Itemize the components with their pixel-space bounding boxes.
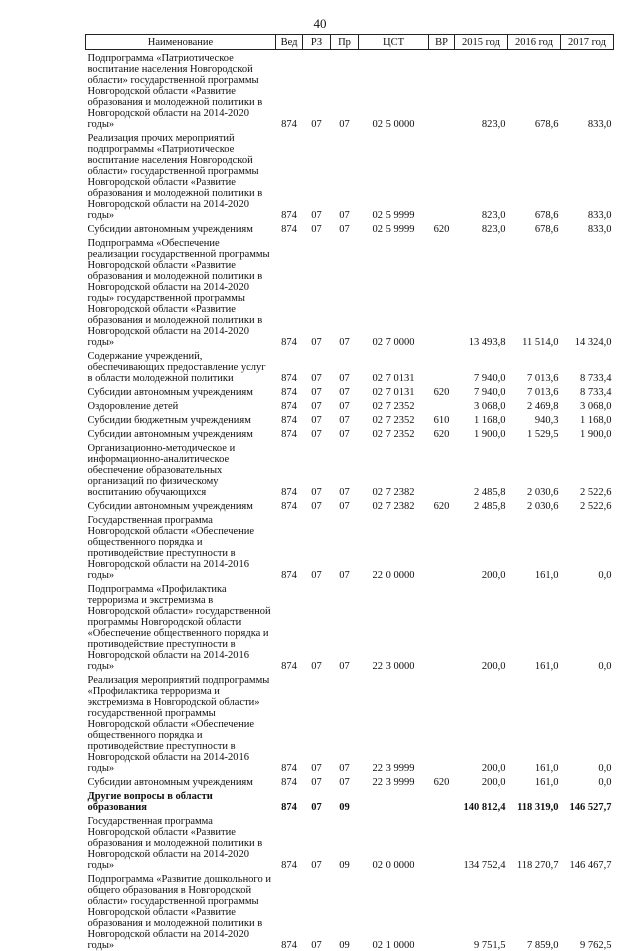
cell-ved: 874 — [276, 348, 303, 384]
cell-rz: 07 — [303, 440, 331, 498]
header-ved: Вед — [276, 35, 303, 50]
cell-2017: 8 733,4 — [561, 348, 614, 384]
header-cst: ЦСТ — [359, 35, 429, 50]
cell-name: Оздоровление детей — [86, 398, 276, 412]
cell-rz: 07 — [303, 348, 331, 384]
cell-ved: 874 — [276, 384, 303, 398]
table-row — [86, 512, 614, 581]
table-row — [86, 398, 614, 412]
cell-cst: 02 5 9999 — [359, 130, 429, 221]
cell-vr: 620 — [429, 774, 455, 788]
cell-cst: 02 7 2352 — [359, 412, 429, 426]
cell-2017: 3 068,0 — [561, 398, 614, 412]
cell-2017: 0,0 — [561, 581, 614, 672]
cell-rz: 07 — [303, 221, 331, 235]
cell-ved: 874 — [276, 130, 303, 221]
cell-2017: 1 900,0 — [561, 426, 614, 440]
cell-2016: 940,3 — [508, 412, 561, 426]
cell-2015: 200,0 — [455, 774, 508, 788]
cell-pr: 07 — [331, 581, 359, 672]
cell-2015: 823,0 — [455, 221, 508, 235]
cell-2016: 678,6 — [508, 130, 561, 221]
cell-vr: 620 — [429, 221, 455, 235]
cell-cst: 02 7 0000 — [359, 235, 429, 348]
cell-pr: 07 — [331, 774, 359, 788]
cell-pr: 09 — [331, 871, 359, 951]
header-pr: Пр — [331, 35, 359, 50]
cell-2016: 7 013,6 — [508, 348, 561, 384]
cell-2017: 146 467,7 — [561, 813, 614, 871]
cell-pr: 07 — [331, 398, 359, 412]
cell-cst: 02 7 0131 — [359, 348, 429, 384]
cell-name: Организационно-методическое и информационно-аналитическое обеспечение образовательных организаций по физическому воспитанию обучающихся — [86, 440, 276, 498]
table-row — [86, 130, 614, 221]
cell-name: Содержание учреждений, обеспечивающих предоставление услуг в области молодежной политики — [86, 348, 276, 384]
cell-cst: 22 0 0000 — [359, 512, 429, 581]
cell-2016: 7 013,6 — [508, 384, 561, 398]
cell-ved: 874 — [276, 871, 303, 951]
cell-cst: 02 7 2382 — [359, 440, 429, 498]
cell-2015: 140 812,4 — [455, 788, 508, 813]
cell-name: Государственная программа Новгородской области «Обеспечение общественного порядка и противодействие преступности в Новгородской области на 2014-2016 годы» — [86, 512, 276, 581]
cell-2016: 2 030,6 — [508, 440, 561, 498]
cell-2017: 0,0 — [561, 512, 614, 581]
table-body — [86, 50, 614, 951]
cell-vr: 620 — [429, 384, 455, 398]
table-row — [86, 788, 614, 813]
cell-cst: 02 1 0000 — [359, 871, 429, 951]
cell-2017: 14 324,0 — [561, 235, 614, 348]
table-row — [86, 672, 614, 774]
cell-2017: 833,0 — [561, 221, 614, 235]
cell-rz: 07 — [303, 498, 331, 512]
cell-2016: 7 859,0 — [508, 871, 561, 951]
cell-ved: 874 — [276, 498, 303, 512]
cell-2015: 823,0 — [455, 130, 508, 221]
cell-2015: 200,0 — [455, 581, 508, 672]
cell-2015: 1 168,0 — [455, 412, 508, 426]
cell-cst: 02 5 9999 — [359, 221, 429, 235]
table-row — [86, 813, 614, 871]
cell-vr — [429, 235, 455, 348]
cell-2016: 161,0 — [508, 774, 561, 788]
cell-2015: 200,0 — [455, 512, 508, 581]
cell-rz: 07 — [303, 813, 331, 871]
cell-2016: 161,0 — [508, 581, 561, 672]
cell-rz: 07 — [303, 398, 331, 412]
table-row — [86, 348, 614, 384]
table-row — [86, 774, 614, 788]
cell-pr: 09 — [331, 788, 359, 813]
cell-rz: 07 — [303, 871, 331, 951]
cell-vr — [429, 130, 455, 221]
table-row — [86, 50, 614, 131]
cell-ved: 874 — [276, 50, 303, 131]
cell-vr: 610 — [429, 412, 455, 426]
cell-name: Субсидии автономным учреждениям — [86, 498, 276, 512]
cell-2016: 118 319,0 — [508, 788, 561, 813]
cell-pr: 07 — [331, 348, 359, 384]
cell-name: Субсидии автономным учреждениям — [86, 426, 276, 440]
cell-2015: 2 485,8 — [455, 498, 508, 512]
cell-rz: 07 — [303, 581, 331, 672]
cell-cst: 22 3 9999 — [359, 774, 429, 788]
table-row — [86, 426, 614, 440]
cell-ved: 874 — [276, 398, 303, 412]
cell-2015: 1 900,0 — [455, 426, 508, 440]
cell-vr — [429, 813, 455, 871]
cell-cst — [359, 788, 429, 813]
cell-2017: 1 168,0 — [561, 412, 614, 426]
cell-pr: 07 — [331, 384, 359, 398]
cell-2015: 200,0 — [455, 672, 508, 774]
cell-cst: 02 0 0000 — [359, 813, 429, 871]
cell-cst: 22 3 9999 — [359, 672, 429, 774]
cell-cst: 02 7 2382 — [359, 498, 429, 512]
cell-cst: 02 7 0131 — [359, 384, 429, 398]
header-name: Наименование — [86, 35, 276, 50]
cell-pr: 07 — [331, 221, 359, 235]
cell-ved: 874 — [276, 581, 303, 672]
cell-pr: 07 — [331, 426, 359, 440]
cell-ved: 874 — [276, 813, 303, 871]
cell-vr — [429, 672, 455, 774]
cell-2015: 3 068,0 — [455, 398, 508, 412]
cell-name: Субсидии бюджетным учреждениям — [86, 412, 276, 426]
cell-ved: 874 — [276, 774, 303, 788]
cell-2015: 7 940,0 — [455, 384, 508, 398]
cell-name: Реализация мероприятий подпрограммы «Профилактика терроризма и экстремизма в Новгородской области» государственной программы Новгородской области «Обеспечение общественного порядка и противодействие преступности в Новгородской области на 2014-2016 годы» — [86, 672, 276, 774]
cell-name: Подпрограмма «Патриотическое воспитание населения Новгородской области» государственной программы Новгородской области «Развитие образования и молодежной политики в Новгородской области на 2014-2020 годы» — [86, 50, 276, 131]
cell-ved: 874 — [276, 512, 303, 581]
cell-pr: 07 — [331, 512, 359, 581]
cell-name: Субсидии автономным учреждениям — [86, 384, 276, 398]
cell-name: Подпрограмма «Профилактика терроризма и экстремизма в Новгородской области» государственной программы Новгородской области «Обеспечение общественного порядка и противодействие преступности в Новгородской области на 2014-2016 годы» — [86, 581, 276, 672]
cell-vr: 620 — [429, 498, 455, 512]
cell-2017: 0,0 — [561, 672, 614, 774]
table-row — [86, 221, 614, 235]
table-row — [86, 581, 614, 672]
cell-2016: 161,0 — [508, 672, 561, 774]
cell-2017: 9 762,5 — [561, 871, 614, 951]
cell-pr: 07 — [331, 672, 359, 774]
cell-vr — [429, 440, 455, 498]
cell-2016: 118 270,7 — [508, 813, 561, 871]
cell-rz: 07 — [303, 788, 331, 813]
cell-rz: 07 — [303, 50, 331, 131]
cell-vr — [429, 512, 455, 581]
cell-rz: 07 — [303, 512, 331, 581]
cell-vr — [429, 398, 455, 412]
table-row — [86, 498, 614, 512]
table-row — [86, 440, 614, 498]
cell-ved: 874 — [276, 235, 303, 348]
cell-2017: 146 527,7 — [561, 788, 614, 813]
table-row — [86, 235, 614, 348]
cell-ved: 874 — [276, 412, 303, 426]
cell-vr — [429, 581, 455, 672]
cell-vr — [429, 50, 455, 131]
cell-ved: 874 — [276, 440, 303, 498]
cell-name: Реализация прочих мероприятий подпрограммы «Патриотическое воспитание населения Новгородской области» государственной программы Новгородской области «Развитие образования и молодежной политики в Новгородской области на 2014-2020 годы» — [86, 130, 276, 221]
header-vr: ВР — [429, 35, 455, 50]
header-2016: 2016 год — [508, 35, 561, 50]
cell-2017: 2 522,6 — [561, 498, 614, 512]
cell-name: Субсидии автономным учреждениям — [86, 221, 276, 235]
cell-2016: 11 514,0 — [508, 235, 561, 348]
cell-2015: 823,0 — [455, 50, 508, 131]
cell-name: Субсидии автономным учреждениям — [86, 774, 276, 788]
cell-pr: 07 — [331, 235, 359, 348]
cell-cst: 02 7 2352 — [359, 426, 429, 440]
header-2015: 2015 год — [455, 35, 508, 50]
budget-table — [85, 34, 614, 951]
cell-2016: 2 030,6 — [508, 498, 561, 512]
table-row — [86, 384, 614, 398]
cell-2015: 2 485,8 — [455, 440, 508, 498]
cell-vr — [429, 871, 455, 951]
cell-name: Подпрограмма «Обеспечение реализации государственной программы Новгородской области «Развитие образования и молодежной политики в Новгородской области на 2014-2020 годы» государственной программы Новгородской области «Развитие образования и молодежной политики в Новгородской области на 2014-2020 годы» — [86, 235, 276, 348]
cell-2015: 9 751,5 — [455, 871, 508, 951]
cell-2016: 678,6 — [508, 50, 561, 131]
cell-rz: 07 — [303, 235, 331, 348]
cell-2017: 0,0 — [561, 774, 614, 788]
cell-rz: 07 — [303, 412, 331, 426]
cell-pr: 07 — [331, 412, 359, 426]
cell-rz: 07 — [303, 672, 331, 774]
cell-2015: 7 940,0 — [455, 348, 508, 384]
cell-pr: 07 — [331, 50, 359, 131]
cell-2016: 678,6 — [508, 221, 561, 235]
cell-pr: 07 — [331, 130, 359, 221]
table-row — [86, 412, 614, 426]
cell-2017: 2 522,6 — [561, 440, 614, 498]
cell-rz: 07 — [303, 774, 331, 788]
cell-ved: 874 — [276, 221, 303, 235]
cell-2015: 134 752,4 — [455, 813, 508, 871]
cell-name: Государственная программа Новгородской области «Развитие образования и молодежной политики в Новгородской области на 2014-2020 годы» — [86, 813, 276, 871]
cell-pr: 09 — [331, 813, 359, 871]
cell-ved: 874 — [276, 788, 303, 813]
cell-2017: 833,0 — [561, 130, 614, 221]
cell-name: Другие вопросы в области образования — [86, 788, 276, 813]
cell-ved: 874 — [276, 426, 303, 440]
cell-pr: 07 — [331, 440, 359, 498]
cell-rz: 07 — [303, 384, 331, 398]
cell-cst: 02 7 2352 — [359, 398, 429, 412]
page-number: 40 — [0, 16, 640, 32]
cell-name: Подпрограмма «Развитие дошкольного и общего образования в Новгородской области» государственной программы Новгородской области «Развитие образования и молодежной политики в Новгородской области на 2014-2020 годы» — [86, 871, 276, 951]
cell-2016: 161,0 — [508, 512, 561, 581]
cell-cst: 02 5 0000 — [359, 50, 429, 131]
cell-vr — [429, 348, 455, 384]
header-2017: 2017 год — [561, 35, 614, 50]
cell-vr: 620 — [429, 426, 455, 440]
cell-2017: 8 733,4 — [561, 384, 614, 398]
cell-2017: 833,0 — [561, 50, 614, 131]
cell-rz: 07 — [303, 426, 331, 440]
cell-2016: 2 469,8 — [508, 398, 561, 412]
table-header-row — [86, 35, 614, 50]
cell-vr — [429, 788, 455, 813]
cell-cst: 22 3 0000 — [359, 581, 429, 672]
cell-ved: 874 — [276, 672, 303, 774]
cell-2016: 1 529,5 — [508, 426, 561, 440]
cell-pr: 07 — [331, 498, 359, 512]
header-rz: РЗ — [303, 35, 331, 50]
cell-2015: 13 493,8 — [455, 235, 508, 348]
cell-rz: 07 — [303, 130, 331, 221]
table-row — [86, 871, 614, 951]
